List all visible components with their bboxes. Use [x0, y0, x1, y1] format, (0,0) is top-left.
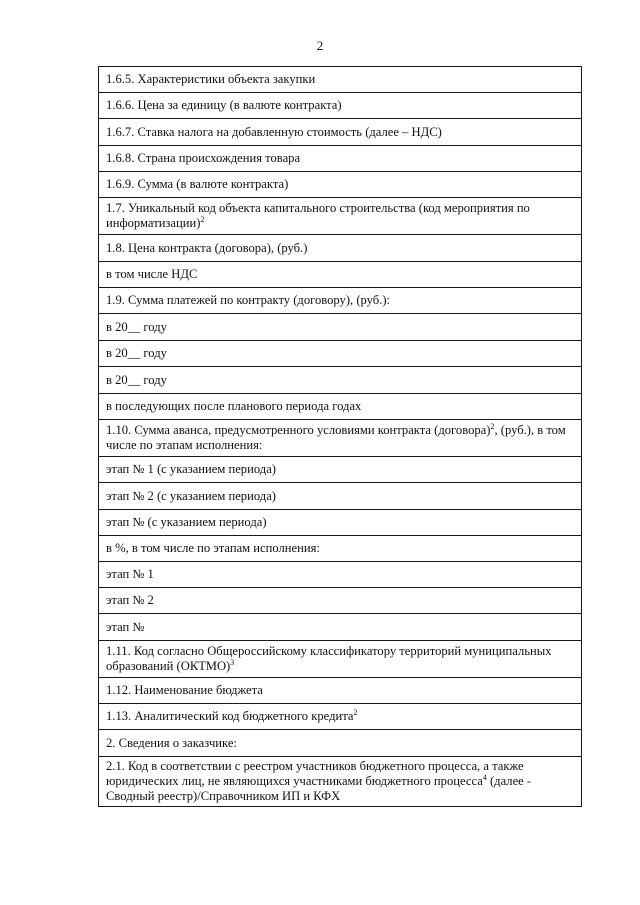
footnote-marker: 2: [200, 214, 205, 224]
table-cell: [99, 146, 582, 172]
table-row: [99, 483, 582, 510]
table-cell: [99, 67, 582, 93]
row-text: 1.12. Наименование бюджета: [106, 683, 263, 697]
table-cell: [99, 730, 582, 757]
row-text: в последующих после планового периода годах: [106, 399, 362, 413]
table-row: [99, 641, 582, 678]
table-cell: [99, 288, 582, 314]
table-cell: [99, 457, 582, 483]
row-text: в 20__ году: [106, 372, 167, 387]
row-text-continuation: (далее - Сводный реестр)/Справочником ИП и КФХ: [106, 774, 532, 803]
footnote-marker: 3: [230, 657, 235, 667]
table-row: [99, 367, 582, 394]
table-row: [99, 198, 582, 235]
table-row: [99, 757, 582, 807]
row-text: в %, в том числе по этапам исполнения:: [106, 541, 320, 555]
table-row: [99, 288, 582, 314]
table-row: [99, 314, 582, 341]
table-row: [99, 678, 582, 704]
table-row: [99, 562, 582, 588]
table-cell: [99, 420, 582, 457]
table-row: [99, 457, 582, 483]
page-number: 2: [316, 38, 324, 53]
table-row: [99, 262, 582, 288]
form-table-body: [99, 67, 582, 807]
row-text: в 20__ году: [106, 319, 167, 334]
table-row: [99, 588, 582, 614]
table-cell: [99, 757, 582, 807]
row-text: этап № (с указанием периода): [106, 515, 267, 529]
table-cell: [99, 341, 582, 367]
table-row: [99, 146, 582, 172]
row-text: этап № 1 (с указанием периода): [106, 462, 276, 476]
row-text-continuation: , (руб.), в том числе по этапам исполнения:: [106, 423, 566, 452]
footnote-marker: 4: [482, 772, 487, 782]
row-text: этап № 1: [106, 567, 154, 581]
table-row: [99, 341, 582, 367]
table-row: [99, 536, 582, 562]
row-text: 1.6.7. Ставка налога на добавленную стоимость (далее – НДС): [106, 124, 442, 139]
table-cell: [99, 198, 582, 235]
table-row: [99, 172, 582, 198]
table-row: [99, 510, 582, 536]
table-row: [99, 420, 582, 457]
form-table: [98, 66, 582, 807]
table-cell: [99, 314, 582, 341]
table-row: [99, 235, 582, 262]
table-cell: [99, 614, 582, 641]
table-row: [99, 394, 582, 420]
row-text: 2.1. Код в соответствии с реестром участников бюджетного процесса, а также юридических лиц, не являющихся участниками бюджетного процесса: [106, 759, 524, 788]
table-cell: [99, 93, 582, 119]
table-cell: [99, 588, 582, 614]
row-text: 1.7. Уникальный код объекта капитального строительства (код мероприятия по информатизации): [106, 201, 530, 230]
table-row: [99, 119, 582, 146]
row-text: 1.9. Сумма платежей по контракту (договору), (руб.):: [106, 293, 391, 307]
row-text: 1.6.5. Характеристики объекта закупки: [106, 72, 316, 86]
row-text: 1.8. Цена контракта (договора), (руб.): [106, 240, 308, 255]
footnote-marker: 2: [353, 707, 358, 717]
row-text: 1.6.9. Сумма (в валюте контракта): [106, 177, 289, 191]
table-row: [99, 730, 582, 757]
row-text: этап №: [106, 619, 145, 634]
row-text: 1.10. Сумма аванса, предусмотренного условиями контракта (договора): [106, 423, 491, 437]
table-cell: [99, 394, 582, 420]
row-text: в том числе НДС: [106, 267, 198, 281]
table-cell: [99, 562, 582, 588]
table-row: [99, 67, 582, 93]
footnote-marker: 2: [490, 421, 495, 431]
row-text: 1.6.8. Страна происхождения товара: [106, 151, 301, 165]
row-text: 2. Сведения о заказчике:: [106, 735, 237, 750]
row-text: в 20__ году: [106, 346, 167, 360]
table-cell: [99, 367, 582, 394]
table-cell: [99, 536, 582, 562]
row-text: 1.13. Аналитический код бюджетного кредита: [106, 709, 354, 723]
table-row: [99, 93, 582, 119]
table-cell: [99, 119, 582, 146]
table-cell: [99, 262, 582, 288]
row-text: 1.11. Код согласно Общероссийскому классификатору территорий муниципальных образований (ОКТМО): [106, 644, 552, 673]
table-cell: [99, 235, 582, 262]
row-text: этап № 2: [106, 593, 154, 607]
table-cell: [99, 704, 582, 730]
table-cell: [99, 678, 582, 704]
table-cell: [99, 641, 582, 678]
table-cell: [99, 483, 582, 510]
table-cell: [99, 172, 582, 198]
row-text: этап № 2 (с указанием периода): [106, 488, 276, 503]
row-text: 1.6.6. Цена за единицу (в валюте контракта): [106, 98, 342, 112]
table-row: [99, 614, 582, 641]
table-row: [99, 704, 582, 730]
table-cell: [99, 510, 582, 536]
